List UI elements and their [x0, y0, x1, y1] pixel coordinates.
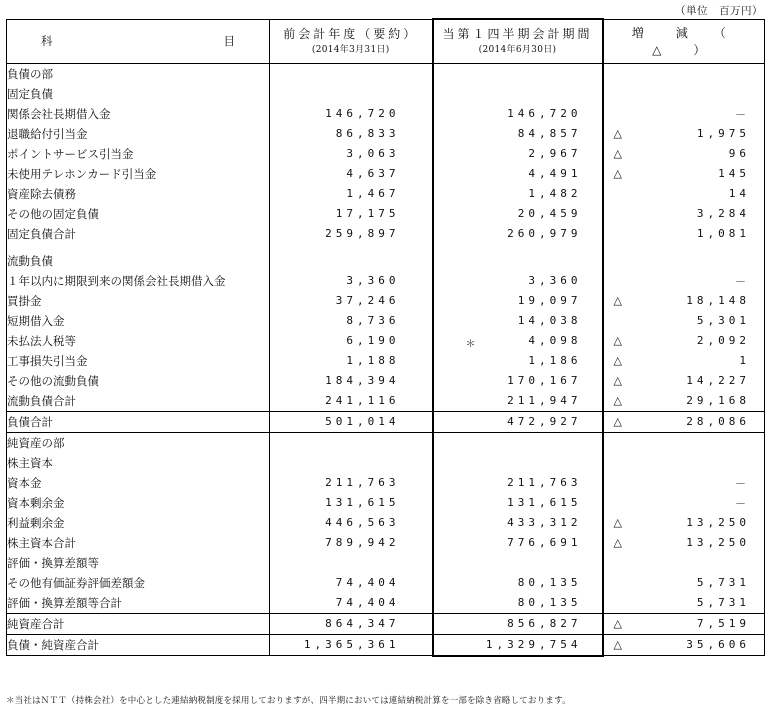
balance-sheet-table — [6, 18, 765, 657]
prev-value-cell — [270, 493, 433, 513]
prev-value-cell — [270, 251, 433, 271]
prev-value-cell — [270, 453, 433, 473]
prev-value: 74,404 — [335, 596, 400, 609]
current-value-cell — [433, 513, 603, 533]
change-value-cell — [603, 533, 765, 553]
decrease-mark: △ — [613, 393, 622, 407]
change-value-cell — [603, 351, 765, 371]
total-row — [7, 613, 765, 634]
current-value: 80,135 — [517, 576, 582, 589]
current-value-cell — [433, 573, 603, 593]
current-value-cell — [433, 391, 603, 412]
prev-value: 211,763 — [325, 476, 400, 489]
change-value-cell — [603, 311, 765, 331]
prev-value: 4,637 — [346, 167, 400, 180]
current-value-cell — [433, 124, 603, 144]
change-value: － — [735, 476, 750, 490]
change-header — [603, 19, 765, 63]
unit-label: （単位 百万円） — [675, 5, 763, 17]
change-value-cell — [603, 391, 765, 412]
account-name: 固定負債 — [7, 84, 270, 104]
current-value: 211,947 — [507, 394, 582, 407]
change-value-cell — [603, 634, 765, 656]
total-row — [7, 634, 765, 656]
kamoku-header-left: 科 — [41, 34, 53, 48]
change-value: 29,168 — [686, 394, 750, 407]
section-row — [7, 553, 765, 573]
change-value-cell — [603, 331, 765, 351]
change-value-cell — [603, 84, 765, 104]
account-name: 評価・換算差額等 — [7, 553, 270, 573]
decrease-mark: △ — [613, 293, 622, 307]
prev-value-cell — [270, 573, 433, 593]
account-name: 工事損失引当金 — [7, 351, 270, 371]
current-value-cell — [433, 164, 603, 184]
account-name: 純資産の部 — [7, 432, 270, 453]
decrease-mark: △ — [613, 166, 622, 180]
table-row — [7, 391, 765, 412]
current-value-cell — [433, 411, 603, 432]
table-header-row — [7, 19, 765, 63]
decrease-mark: △ — [613, 515, 622, 529]
current-period-title: 当第１四半期会計期間 — [442, 26, 593, 41]
section-row — [7, 453, 765, 473]
current-value-cell — [433, 291, 603, 311]
current-value-cell — [433, 184, 603, 204]
change-value-cell — [603, 371, 765, 391]
current-value-cell — [433, 634, 603, 656]
change-value-cell — [603, 224, 765, 244]
prev-value-cell — [270, 513, 433, 533]
change-value: 5,301 — [696, 314, 750, 327]
prev-value: 789,942 — [325, 536, 400, 549]
change-value: － — [735, 496, 750, 510]
prev-period-title: 前会計年度（要約） — [283, 26, 419, 41]
change-value-cell — [603, 164, 765, 184]
prev-value: 131,615 — [325, 496, 400, 509]
change-value: 5,731 — [696, 596, 750, 609]
change-value-cell — [603, 573, 765, 593]
change-value-cell — [603, 63, 765, 84]
account-name: 流動負債 — [7, 251, 270, 271]
footnote: ＊当社はＮＴＴ（持株会社）を中心とした連結納税制度を採用しておりますが、四半期においては連結納税計算を一部を除き省略しております。 — [6, 696, 571, 706]
prev-value: 446,563 — [325, 516, 400, 529]
change-value-cell — [603, 251, 765, 271]
current-value: 14,038 — [517, 314, 582, 327]
prev-value: 8,736 — [346, 314, 400, 327]
table-row — [7, 184, 765, 204]
current-value: 84,857 — [517, 127, 582, 140]
prev-value-cell — [270, 411, 433, 432]
spacer-cell — [433, 244, 603, 251]
prev-value-cell — [270, 473, 433, 493]
kamoku-header-right: 目 — [223, 34, 235, 48]
prev-value-cell — [270, 391, 433, 412]
prev-value-cell — [270, 634, 433, 656]
prev-value-cell — [270, 124, 433, 144]
change-value: 2,092 — [696, 334, 750, 347]
prev-value-cell — [270, 371, 433, 391]
current-value-cell — [433, 453, 603, 473]
decrease-mark: △ — [613, 535, 622, 549]
change-value-cell — [603, 271, 765, 291]
prev-value-cell — [270, 204, 433, 224]
current-value-cell — [433, 553, 603, 573]
prev-value-cell — [270, 84, 433, 104]
current-value-cell — [433, 351, 603, 371]
current-value-cell — [433, 371, 603, 391]
current-period-header — [433, 19, 603, 63]
prev-value: 3,063 — [346, 147, 400, 160]
current-value-cell — [433, 613, 603, 634]
account-name: 株主資本 — [7, 453, 270, 473]
prev-value: 259,897 — [325, 227, 400, 240]
current-value-cell — [433, 204, 603, 224]
prev-value-cell — [270, 553, 433, 573]
current-value: 1,329,754 — [485, 638, 582, 651]
table-body — [7, 63, 765, 656]
prev-value: 74,404 — [335, 576, 400, 589]
table-row — [7, 593, 765, 614]
prev-value: 146,720 — [325, 107, 400, 120]
current-value: 472,927 — [507, 415, 582, 428]
current-value: 131,615 — [507, 496, 582, 509]
change-value: 145 — [718, 167, 750, 180]
decrease-mark: △ — [613, 616, 622, 630]
account-name: 未払法人税等 — [7, 331, 270, 351]
table-row — [7, 224, 765, 244]
account-name: 評価・換算差額等合計 — [7, 593, 270, 614]
account-name: 純資産合計 — [7, 613, 270, 634]
prev-value-cell — [270, 164, 433, 184]
total-row — [7, 411, 765, 432]
change-value-cell — [603, 613, 765, 634]
prev-value: 241,116 — [325, 394, 400, 407]
change-value-cell — [603, 184, 765, 204]
change-value: 7,519 — [696, 617, 750, 630]
prev-value-cell — [270, 533, 433, 553]
change-value-cell — [603, 473, 765, 493]
change-value-cell — [603, 104, 765, 124]
change-value-cell — [603, 593, 765, 614]
account-name: 負債合計 — [7, 411, 270, 432]
current-value: 170,167 — [507, 374, 582, 387]
table-row — [7, 573, 765, 593]
table-row — [7, 473, 765, 493]
current-value: 433,312 — [507, 516, 582, 529]
change-value-cell — [603, 204, 765, 224]
table-row — [7, 271, 765, 291]
section-row — [7, 432, 765, 453]
account-name: 負債・純資産合計 — [7, 634, 270, 656]
account-name: 株主資本合計 — [7, 533, 270, 553]
kamoku-header — [7, 19, 270, 63]
account-name: 流動負債合計 — [7, 391, 270, 412]
table-row — [7, 291, 765, 311]
current-value: 20,459 — [517, 207, 582, 220]
prev-value: 6,190 — [346, 334, 400, 347]
current-value: 4,491 — [528, 167, 582, 180]
change-value-cell — [603, 493, 765, 513]
current-value-cell — [433, 144, 603, 164]
asterisk-mark: ＊ — [465, 338, 476, 350]
prev-value-cell — [270, 311, 433, 331]
current-value: 146,720 — [507, 107, 582, 120]
decrease-mark: △ — [613, 126, 622, 140]
account-name: その他有価証券評価差額金 — [7, 573, 270, 593]
table-row — [7, 493, 765, 513]
table-row — [7, 104, 765, 124]
prev-value-cell — [270, 63, 433, 84]
change-value-cell — [603, 144, 765, 164]
decrease-mark: △ — [613, 373, 622, 387]
change-value-cell — [603, 513, 765, 533]
prev-value-cell — [270, 104, 433, 124]
change-value: 96 — [728, 147, 750, 160]
account-name: 退職給付引当金 — [7, 124, 270, 144]
spacer-cell — [603, 244, 765, 251]
table-row — [7, 204, 765, 224]
prev-value: 184,394 — [325, 374, 400, 387]
current-value: 1,186 — [528, 354, 582, 367]
change-value: 1,081 — [696, 227, 750, 240]
current-value-cell — [433, 84, 603, 104]
prev-period-date: (2014年3月31日) — [311, 44, 390, 55]
change-value: 13,250 — [686, 536, 750, 549]
change-value: 1,975 — [696, 127, 750, 140]
spacer-cell — [7, 244, 270, 251]
prev-value-cell — [270, 224, 433, 244]
account-name: 負債の部 — [7, 63, 270, 84]
change-value-cell — [603, 432, 765, 453]
change-title: 増 減 （ △ ） — [631, 26, 758, 57]
account-name: 短期借入金 — [7, 311, 270, 331]
current-value: 3,360 — [528, 274, 582, 287]
change-value: － — [735, 274, 750, 288]
prev-value-cell — [270, 613, 433, 634]
account-name: 利益剰余金 — [7, 513, 270, 533]
decrease-mark: △ — [613, 637, 622, 651]
current-value-cell — [433, 271, 603, 291]
change-value: 14,227 — [686, 374, 750, 387]
current-value-cell — [433, 224, 603, 244]
current-value: 80,135 — [517, 596, 582, 609]
account-name: 資産除去債務 — [7, 184, 270, 204]
prev-value-cell — [270, 271, 433, 291]
current-period-date: (2014年6月30日) — [478, 44, 557, 55]
change-value: 1 — [739, 354, 750, 367]
change-value: － — [735, 107, 750, 121]
decrease-mark: △ — [613, 414, 622, 428]
account-name: 関係会社長期借入金 — [7, 104, 270, 124]
section-row — [7, 84, 765, 104]
table-row — [7, 533, 765, 553]
account-name: 未使用テレホンカード引当金 — [7, 164, 270, 184]
prev-value: 501,014 — [325, 415, 400, 428]
account-name: その他の固定負債 — [7, 204, 270, 224]
current-value: 260,979 — [507, 227, 582, 240]
prev-value: 37,246 — [335, 294, 400, 307]
current-value: 776,691 — [507, 536, 582, 549]
account-name: １年以内に期限到来の関係会社長期借入金 — [7, 271, 270, 291]
current-value: 4,098 — [528, 334, 582, 347]
prev-value-cell — [270, 432, 433, 453]
current-value-cell — [433, 593, 603, 614]
account-name: 資本金 — [7, 473, 270, 493]
spacer-cell — [270, 244, 433, 251]
prev-value-cell — [270, 593, 433, 614]
account-name: 固定負債合計 — [7, 224, 270, 244]
table-row — [7, 311, 765, 331]
prev-value: 86,833 — [335, 127, 400, 140]
prev-value: 3,360 — [346, 274, 400, 287]
account-name: 買掛金 — [7, 291, 270, 311]
change-value: 13,250 — [686, 516, 750, 529]
current-value: 2,967 — [528, 147, 582, 160]
prev-value: 1,467 — [346, 187, 400, 200]
change-value: 14 — [728, 187, 750, 200]
change-value-cell — [603, 411, 765, 432]
current-value-cell — [433, 432, 603, 453]
section-row — [7, 63, 765, 84]
prev-period-header — [270, 19, 433, 63]
change-value: 35,606 — [686, 638, 750, 652]
change-value-cell — [603, 453, 765, 473]
current-value-cell — [433, 331, 603, 351]
prev-value: 17,175 — [335, 207, 400, 220]
current-value-cell — [433, 251, 603, 271]
change-value: 3,284 — [696, 207, 750, 220]
prev-value: 864,347 — [325, 617, 400, 630]
prev-value-cell — [270, 351, 433, 371]
decrease-mark: △ — [613, 333, 622, 347]
decrease-mark: △ — [613, 146, 622, 160]
prev-value-cell — [270, 184, 433, 204]
account-name: ポイントサービス引当金 — [7, 144, 270, 164]
table-row — [7, 164, 765, 184]
current-value: 1,482 — [528, 187, 582, 200]
section-row — [7, 251, 765, 271]
account-name: その他の流動負債 — [7, 371, 270, 391]
account-name: 資本剰余金 — [7, 493, 270, 513]
prev-value-cell — [270, 291, 433, 311]
table-row — [7, 371, 765, 391]
current-value-cell — [433, 493, 603, 513]
table-row — [7, 513, 765, 533]
prev-value: 1,365,361 — [303, 638, 400, 652]
change-value-cell — [603, 124, 765, 144]
prev-value: 1,188 — [346, 354, 400, 367]
current-value-cell — [433, 63, 603, 84]
current-value-cell — [433, 311, 603, 331]
table-row — [7, 351, 765, 371]
table-row — [7, 124, 765, 144]
change-value: 28,086 — [686, 415, 750, 428]
prev-value-cell — [270, 144, 433, 164]
table-row — [7, 144, 765, 164]
change-value: 5,731 — [696, 576, 750, 589]
prev-value-cell — [270, 331, 433, 351]
current-value-cell — [433, 473, 603, 493]
change-value-cell — [603, 553, 765, 573]
current-value-cell — [433, 533, 603, 553]
current-value-cell — [433, 104, 603, 124]
current-value: 856,827 — [507, 617, 582, 630]
table-row — [7, 331, 765, 351]
current-value: 211,763 — [507, 476, 582, 489]
decrease-mark: △ — [613, 353, 622, 367]
spacer-row — [7, 244, 765, 251]
change-value-cell — [603, 291, 765, 311]
current-value: 19,097 — [517, 294, 582, 307]
change-value: 18,148 — [686, 294, 750, 307]
